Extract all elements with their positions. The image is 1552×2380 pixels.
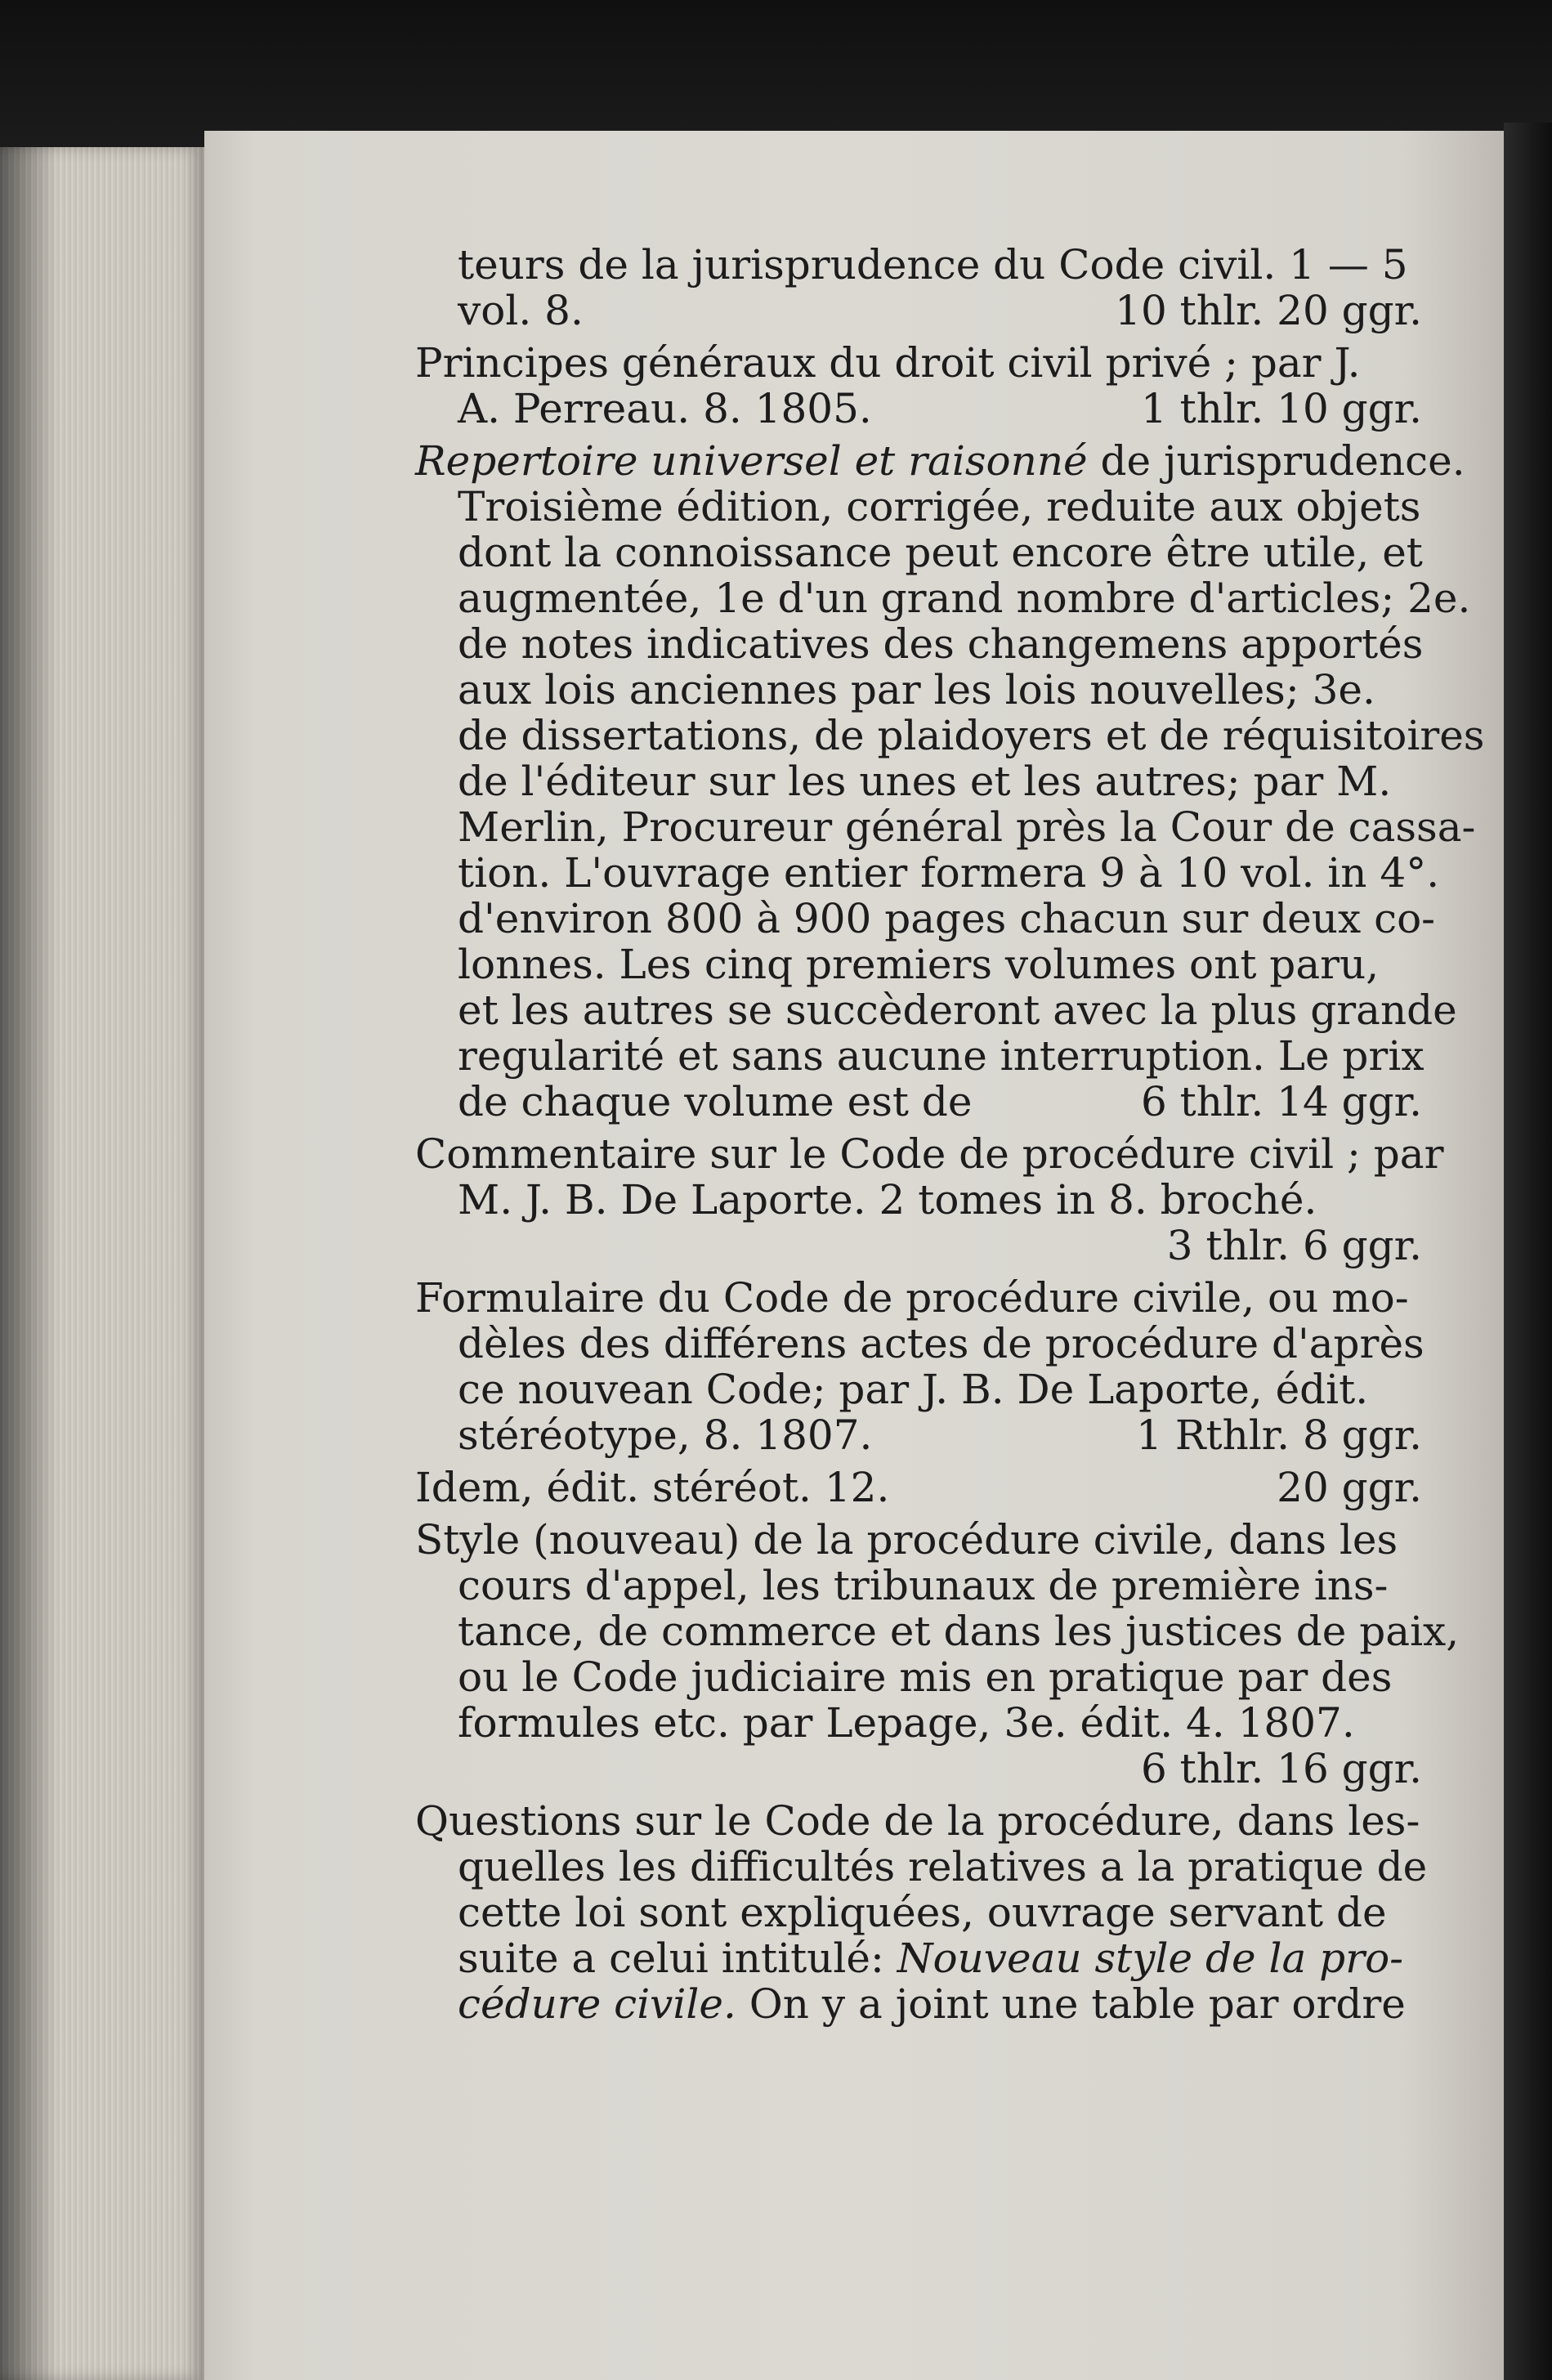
entry-line: cours d'appel, les tribunaux de première ins- <box>458 1562 1389 1609</box>
cited-title: cédure civile. <box>458 1980 736 2028</box>
price: 20 ggr. <box>1277 1464 1422 1511</box>
entry-line: tion. L'ouvrage entier formera 9 à 10 vol. in 4°. <box>458 849 1440 897</box>
entry-line: Commentaire sur le Code de procédure civil ; par <box>415 1130 1444 1178</box>
entry-line: Questions sur le Code de la procédure, dans les- <box>415 1797 1420 1845</box>
entry-line: lonnes. Les cinq premiers volumes ont paru, <box>458 941 1380 988</box>
price: 6 thlr. 14 ggr. <box>1140 1078 1422 1125</box>
entry-line: aux lois anciennes par les lois nouvelles; 3e. <box>458 666 1375 714</box>
entry-questions <box>415 1797 1428 2028</box>
entry-formulaire <box>415 1274 1425 1459</box>
entry-style-nouveau <box>415 1516 1460 1792</box>
entry-line: Troisième édition, corrigée, reduite aux objets <box>458 483 1421 530</box>
price: 3 thlr. 6 ggr. <box>1166 1222 1422 1269</box>
entry-line: A. Perreau. 8. 1805. 1 thlr. 10 ggr. <box>458 385 1422 432</box>
entry-principes <box>415 339 1422 432</box>
entry-line: de notes indicatives des changemens apportés <box>458 620 1424 668</box>
entry-line: teurs de la jurisprudence du Code civil. 1 — 5 <box>458 241 1408 289</box>
entry-line: et les autres se succèderont avec la plus grande <box>458 986 1457 1034</box>
entry-line: quelles les difficultés relatives a la pratique de <box>458 1843 1428 1890</box>
entry-line: stéréotype, 8. 1807. 1 Rthlr. 8 ggr. <box>458 1411 1422 1459</box>
entry-title-line: Repertoire universel et raisonné de jurisprudence. <box>415 437 1465 485</box>
page-edges <box>0 147 204 2380</box>
entry-line: Style (nouveau) de la procédure civile, dans les <box>415 1516 1398 1564</box>
facing-page-shadow <box>1504 123 1552 2380</box>
entry-line: ou le Code judiciaire mis en pratique par des <box>458 1653 1393 1701</box>
entry-line: augmentée, 1e d'un grand nombre d'articles; 2e. <box>458 575 1471 622</box>
entry-line: suite a celui intitulé: Nouveau style de la pro- <box>458 1935 1404 1982</box>
entry-title: Repertoire universel et raisonné <box>415 437 1088 485</box>
entry-line: cédure civile. On y a joint une table par ordre <box>458 1980 1406 2028</box>
price: 1 Rthlr. 8 ggr. <box>1136 1411 1422 1459</box>
price: 1 thlr. 10 ggr. <box>1140 385 1422 432</box>
entry-line: formules etc. par Lepage, 3e. édit. 4. 1807. <box>458 1699 1355 1747</box>
entry-line: dèles des différens actes de procédure d'après <box>458 1320 1425 1367</box>
entry-line: Formulaire du Code de procédure civile, ou mo- <box>415 1274 1409 1322</box>
entry-repertoire <box>415 437 1485 1125</box>
catalogue-text <box>415 241 1485 2033</box>
entry-line: tance, de commerce et dans les justices de paix, <box>458 1608 1460 1655</box>
entry-line: dont la connoissance peut encore être utile, et <box>458 529 1423 576</box>
entry-line: de dissertations, de plaidoyers et de réquisitoires <box>458 712 1485 759</box>
entry-line: Merlin, Procureur général près la Cour de cassa- <box>458 803 1476 851</box>
price: 10 thlr. 20 ggr. <box>1115 287 1422 334</box>
entry-line: Principes généraux du droit civil privé ; par J. <box>415 339 1361 387</box>
entry-line: cette loi sont expliquées, ouvrage servant de <box>458 1889 1387 1936</box>
entry-line: de l'éditeur sur les unes et les autres; par M. <box>458 758 1392 805</box>
entry-line: vol. 8. 10 thlr. 20 ggr. <box>458 287 1422 334</box>
entry-line: regularité et sans aucune interruption. Le prix <box>458 1032 1425 1080</box>
price: 6 thlr. 16 ggr. <box>1140 1745 1422 1792</box>
entry-line: de chaque volume est de 6 thlr. 14 ggr. <box>458 1078 1422 1125</box>
entry-line: d'environ 800 à 900 pages chacun sur deux co- <box>458 895 1436 942</box>
entry-line: Idem, édit. stéréot. 12. 20 ggr. <box>415 1464 1422 1511</box>
entry-code-civil-continuation <box>458 242 1422 333</box>
cited-title: Nouveau style de la pro- <box>897 1935 1404 1982</box>
entry-line: M. J. B. De Laporte. 2 tomes in 8. broché. <box>458 1176 1317 1224</box>
entry-idem <box>415 1464 1422 1511</box>
entry-line: ce nouvean Code; par J. B. De Laporte, édit. <box>458 1366 1369 1413</box>
entry-commentaire <box>415 1130 1444 1269</box>
